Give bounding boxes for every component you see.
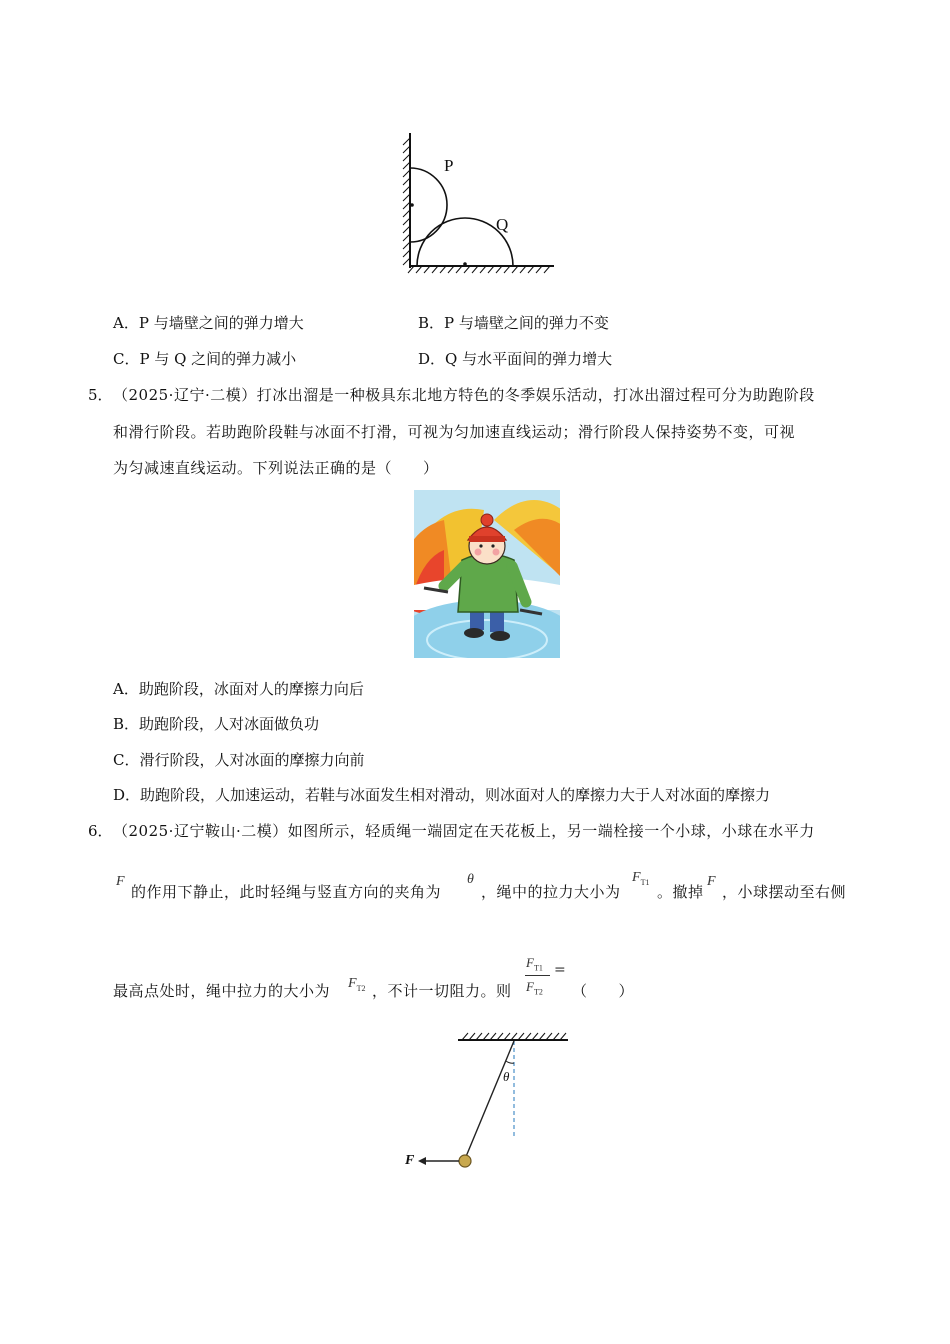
question-text-line: 和滑行阶段。若助跑阶段鞋与冰面不打滑，可视为匀加速直线运动；滑行阶段人保持姿势不变，可视	[113, 423, 796, 441]
question-text-line: （2025·辽宁鞍山·二模）如图所示，轻质绳一端固定在天花板上，另一端栓接一个小球，小球在水平力	[113, 822, 815, 840]
question-text-line: （2025·辽宁·二模）打冰出溜是一种极具东北地方特色的冬季娱乐活动，打冰出溜过程可分为助跑阶段	[113, 386, 815, 404]
fraction-bar	[525, 975, 550, 976]
var-f: F	[116, 874, 125, 889]
fig-force-label: F	[405, 1153, 415, 1168]
wall-floor-semicircle-figure	[400, 128, 560, 278]
var-theta: θ	[467, 872, 474, 887]
pendulum-figure	[398, 1030, 588, 1190]
question-number: 5．	[88, 386, 113, 404]
fraction-numerator: $F_{T1}$	[526, 955, 543, 973]
question-text-segment: 的作用下静止，此时轻绳与竖直方向的夹角为	[131, 883, 442, 901]
q4-option-a[interactable]: A．P 与墙壁之间的弹力增大	[113, 314, 304, 332]
q4-option-d[interactable]: D．Q 与水平面间的弹力增大	[418, 350, 613, 368]
q5-option-a[interactable]: A．助跑阶段，冰面对人的摩擦力向后	[113, 680, 364, 698]
var-f: F	[707, 874, 716, 889]
question-text-segment: ，小球摆动至右侧	[722, 883, 847, 901]
question-text-segment: 最高点处时，绳中拉力的大小为	[113, 982, 331, 1000]
q5-option-d[interactable]: D．助跑阶段，人加速运动，若鞋与冰面发生相对滑动，则冰面对人的摩擦力大于人对冰面的摩擦力	[113, 786, 771, 804]
q5-option-b[interactable]: B．助跑阶段，人对冰面做负功	[113, 715, 320, 733]
question-text-segment: ，不计一切阻力。则	[372, 982, 512, 1000]
question-text-segment: ，绳中的拉力大小为	[481, 883, 621, 901]
var-ft1: $F_{T1}$	[632, 870, 650, 887]
q5-option-c[interactable]: C．滑行阶段，人对冰面的摩擦力向前	[113, 751, 365, 769]
q4-option-c[interactable]: C．P 与 Q 之间的弹力减小	[113, 350, 297, 368]
equals-sign: =	[554, 962, 566, 978]
question-number: 6．	[88, 822, 113, 840]
question-text-line: 为匀减速直线运动。下列说法正确的是（ ）	[113, 459, 439, 477]
var-ft2: $F_{T2}$	[348, 976, 366, 993]
question-text-segment: 。撤掉	[657, 883, 704, 901]
q4-option-b[interactable]: B．P 与墙壁之间的弹力不变	[418, 314, 609, 332]
fig-theta-label: θ	[503, 1069, 510, 1084]
answer-bracket: （ ）	[572, 982, 635, 1000]
label-q: Q	[496, 215, 509, 234]
fraction-denominator: $F_{T2}$	[526, 979, 543, 997]
child-skating-illustration	[414, 490, 560, 658]
label-p: P	[444, 156, 454, 175]
